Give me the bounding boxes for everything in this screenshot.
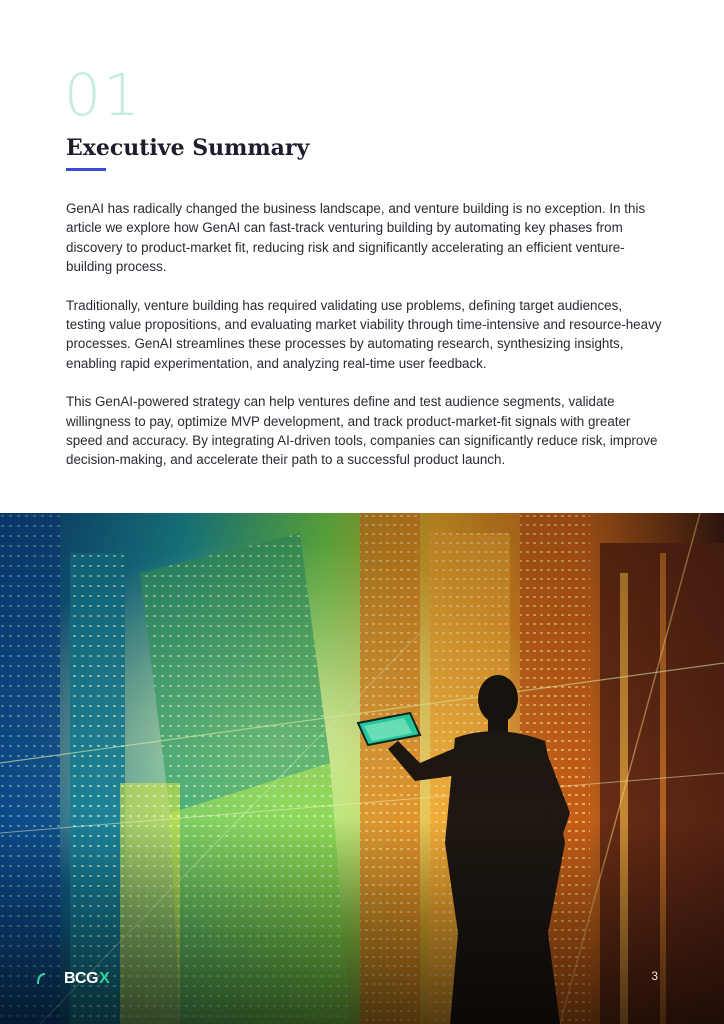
bcgx-logo — [64, 970, 109, 988]
paragraph-3: This GenAI-powered strategy can help ventures define and test audience segments, validate willingness to pay, optimize MVP development, and track product-market-fit signals with greater speed and accuracy. By integrating AI-driven tools, companies can significantly reduce risk, improve decision-making, and accelerate their path to a successful product launch. — [66, 394, 658, 468]
logo-x: X — [99, 970, 110, 987]
paragraph-1: GenAI has radically changed the business landscape, and venture building is no exception. In this article we explore how GenAI can fast-track venturing building by automating key phases from discovery to product-market fit, reducing risk and significantly accelerating an efficient venture-building process. — [66, 201, 646, 275]
paragraph-2: Traditionally, venture building has required validating use problems, defining target audiences, testing value propositions, and evaluating market viability through time-intensive and resource-heavy processes. GenAI streamlines these processes by automating research, synthesizing insights, enabling rapid experimentation, and analyzing real-time user feedback. — [66, 297, 662, 371]
title-underline — [66, 168, 106, 171]
section-number: 01 — [64, 61, 142, 129]
section-title: Executive Summary — [66, 135, 310, 161]
page-number: 3 — [651, 969, 658, 983]
hero-image — [0, 513, 724, 1024]
logo-mark-icon — [36, 972, 54, 986]
body-text — [66, 199, 662, 489]
logo-text: BCG — [64, 970, 99, 987]
